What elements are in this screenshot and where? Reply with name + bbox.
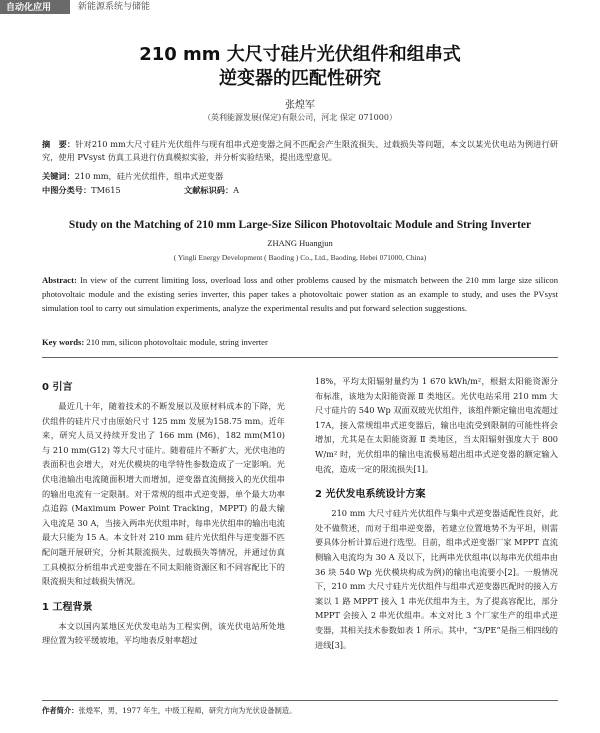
section-2-heading: 2 光伏发电系统设计方案 <box>315 489 426 501</box>
category-tag: 自动化应用 <box>0 0 70 14</box>
clc-value: TM615 <box>91 185 121 195</box>
english-abstract-label: Abstract: <box>42 275 77 285</box>
keywords-cn <box>42 170 223 183</box>
author: 张煌军 <box>285 100 315 111</box>
english-author: ZHANG Huangjun <box>267 238 333 248</box>
paper-title-line1: 210 mm 大尺寸硅片光伏组件和组串式 <box>139 44 461 65</box>
section-0-paragraph: 最近几十年，随着技术的不断发展以及原材料成本的下降，光伏组件的硅片尺寸由原始尺寸 125 mm 发展为158.75 mm。近年来，研究人员又持续开发出了 166 mm (M6)、182 mm(M10) 与 210 mm(G12) 等大尺寸硅片。随着硅片不断扩大，光伏电池的表面积也会增大，对光伏模块的电学特性参数造成了一定影响。光伏电池输出电流随面积增大而增加，逆变器直流侧接入的光伏组串的输出电流有一定限制。对于常规的组串式逆变器，单个最大功率点追踪 (Maximum Power Point Tracking，MPPT) 的最大输入电流是 30 A，当接入两串光伏组串时，每串光伏组串的输出电流最大只能为 15 A。本文针对 210 mm 硅片光伏组件与逆变器不匹配问题开展研究，分析其限流损失、过载损失等情况，并通过仿真工具模拟分析组串式逆变器在不同太阳能资源区和不同容配比下的限流损失和过载损失情况。 <box>42 401 285 587</box>
english-abstract <box>42 273 558 316</box>
clc-label: 中图分类号： <box>42 185 92 195</box>
doc-code-value: A <box>233 185 240 195</box>
section-0-heading: 0 引言 <box>42 382 73 393</box>
english-keywords-label: Key words: <box>42 337 85 347</box>
journal-header <box>0 0 600 14</box>
abstract-cn <box>42 138 558 164</box>
footnote-label: 作者简介： <box>42 706 79 715</box>
right-column <box>315 374 558 652</box>
divider <box>42 357 558 358</box>
left-column <box>42 378 285 648</box>
section-1-paragraph-start: 本文以国内某地区光伏发电站为工程实例，该光伏电站所处地理位置为较平缓坡地，平均地表反射率超过 <box>42 620 285 646</box>
footnote-divider <box>42 700 558 701</box>
english-keywords <box>42 335 558 349</box>
paper-title-line2: 逆变器的匹配性研究 <box>219 68 381 89</box>
doc-code-label: 文献标识码： <box>184 185 234 195</box>
abstract-cn-text: 针对210 mm大尺寸硅片光伏组件与现有组串式逆变器之间不匹配会产生限流损失、过载损失等问题，本文以某光伏电站为例进行研究，使用 PVsyst 仿真工具进行仿真模拟实验，并分析实验结果，提出选型意见。 <box>42 139 558 162</box>
english-keywords-text: 210 mm, silicon photovoltaic module, string inverter <box>86 337 268 347</box>
abstract-cn-label: 摘 要： <box>42 139 76 149</box>
english-affiliation: ( Yingli Energy Development ( Baoding ) Co., Ltd., Baoding, Hebei 071000, China) <box>173 253 427 262</box>
keywords-cn-text: 210 mm，硅片光伏组件，组串式逆变器 <box>74 171 224 181</box>
clc-number <box>42 184 121 197</box>
footnote <box>42 706 558 716</box>
document-code <box>184 184 239 197</box>
section-1-heading: 1 工程背景 <box>42 601 93 613</box>
english-title: Study on the Matching of 210 mm Large-Size Silicon Photovoltaic Module and String Inverter <box>68 219 532 231</box>
section-label: 新能源系统与储能 <box>78 2 151 12</box>
keywords-cn-label: 关键词： <box>42 171 75 181</box>
english-abstract-text: In view of the current limiting loss, overload loss and other problems caused by the mismatch between the 210 mm large size silicon photovoltaic module and the existing series inverter, this paper takes a photovoltaic power station as an example to study, and uses the PVsyst simulation tool to carry out simulation experiments, analyze the experimental results and put forward selection suggestions. <box>42 275 558 314</box>
section-1-paragraph-cont: 18%，平均太阳辐射量约为 1 670 kWh/m²，根据太阳能资源分布标准，该地为太阳能资源 Ⅱ 类地区。光伏电站采用 210 mm 大尺寸硅片的 540 Wp 双面双玻光伏组件，该组件额定输出电流超过 17A，接入常规组串式逆变器后，输出电流受到限制的可能性将会增加，尤其是在太阳能资源 Ⅱ 类地区，当太阳辐射强度大于 800 W/m² 时，光伏组串的输出电流极易超出组串式逆变器的额定输入电流，造成一定的限流损失[1]。 <box>315 376 558 474</box>
affiliation: （英利能源发展(保定)有限公司，河北 保定 071000） <box>203 113 397 122</box>
section-2-paragraph: 210 mm 大尺寸硅片光伏组件与集中式逆变器适配性良好，此处不做赘述，而对于组串逆变器，若建立位置地势不为平坦，则需要具体分析计算后进行选型。目前，组串式逆变器厂家 MPPT 直流侧输入电流均为 30 A 及以下，比两串光伏组串(以每串光伏组串由 36 块 540 Wp 光伏模块构成为例)的输出电流要小[2]。一般情况下，210 mm 大尺寸硅片光伏组件与组串式逆变器匹配时的接入方案以 1 路 MPPT 接入 1 串光伏组串为主，为了提高容配比，部分 MPPT 会接入 2 串光伏组串。本文对比 3 个厂家生产的组串式逆变器，其相关技术参数如表 1 所示。其中，“3/PE”是指三相四线的进线[3]。 <box>315 508 558 650</box>
footnote-text: 张煌军，男，1977 年生，中级工程师，研究方向为光伏设备制造。 <box>78 706 297 715</box>
